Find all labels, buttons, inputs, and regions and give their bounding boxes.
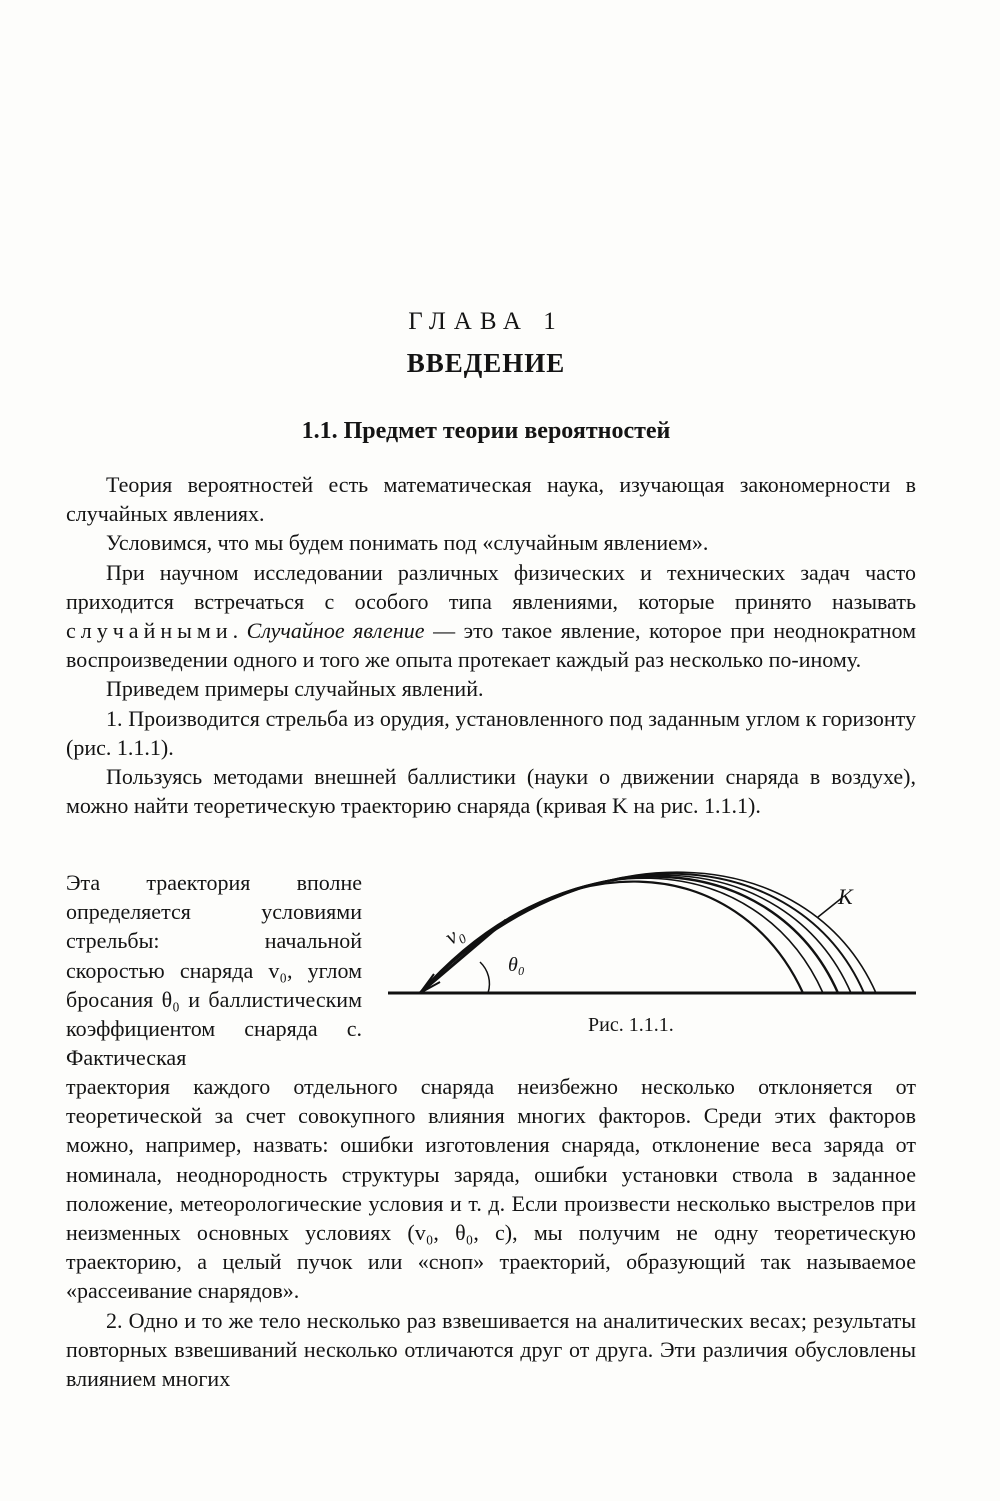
spaced-term: случайными: [66, 618, 233, 644]
text-beside-figure: Эта траектория вполне определяется условиями стрельбы: начальной скоростью снаряда v₀, углом бросания θ₀ и баллистическим коэффициентом снаряда c. Фактическая: [66, 870, 362, 1071]
section-heading: 1.1. Предмет теории вероятностей: [301, 418, 671, 444]
paragraph-4: Приведем примеры случайных явлений.: [106, 676, 484, 702]
paragraph-1: Теория вероятностей есть математическая наука, изучающая закономерности в случайных явлениях.: [66, 472, 916, 527]
paragraph-3: [66, 558, 916, 675]
angle-label: θ₀: [508, 954, 525, 976]
figure-caption: Рис. 1.1.1.: [588, 1014, 674, 1036]
velocity-label: v₀: [440, 919, 469, 950]
curve-k-label: K: [838, 884, 853, 909]
trajectory-2: [420, 878, 823, 993]
paragraph-3-part-a: При научном исследовании различных физических и технических задач часто приходится встречаться с особого типа явлениями, которые принято называть: [66, 559, 916, 614]
paragraph-5: 1. Производится стрельба из орудия, установленного под заданным углом к горизонту (рис. 1.1.1).: [66, 705, 916, 760]
paragraph-3-part-b: .: [232, 618, 247, 644]
text-block-upper: [66, 470, 916, 820]
angle-arc: [480, 962, 489, 993]
paragraph-3-part-c: — это такое явление, которое при неоднократном воспроизведении одного и того же опыта протекает каждый раз несколько по-иному.: [66, 618, 917, 673]
trajectory-figure: [388, 862, 918, 1052]
chapter-label: ГЛАВА 1: [408, 308, 564, 335]
paragraph-2: Условимся, что мы будем понимать под «случайным явлением».: [106, 530, 709, 556]
trajectory-1: [420, 882, 803, 993]
paragraph-7-continuation: траектория каждого отдельного снаряда неизбежно несколько отклоняется от теоретической за счет совокупного влияния многих факторов. Среди этих факторов можно, например, назвать: ошибки изготовления снаряда, отклонение веса заряда от номинала, неоднородность структуры заряда, ошибки установки ствола в заданное положение, метеорологические условия и т. д. Если произвести несколько выстрелов при неизменных основных условиях (v₀, θ₀, c), мы получим не одну теоретическую траекторию, а целый пучок или «сноп» траекторий, образующий так называемое «рассеивание снарядов».: [66, 1074, 916, 1304]
paragraph-6: Пользуясь методами внешней баллистики (науки о движении снаряда в воздухе), можно найти теоретическую траекторию снаряда (кривая K на рис. 1.1.1).: [66, 764, 916, 819]
text-block-lower: [66, 1072, 916, 1393]
chapter-title: ВВЕДЕНИЕ: [406, 348, 566, 378]
italic-term: Случайное явление: [246, 618, 425, 644]
paragraph-8: 2. Одно и то же тело несколько раз взвешивается на аналитических весах; результаты повторных взвешиваний несколько отличаются друг от друга. Эти различия обусловлены влиянием многих: [66, 1307, 916, 1392]
